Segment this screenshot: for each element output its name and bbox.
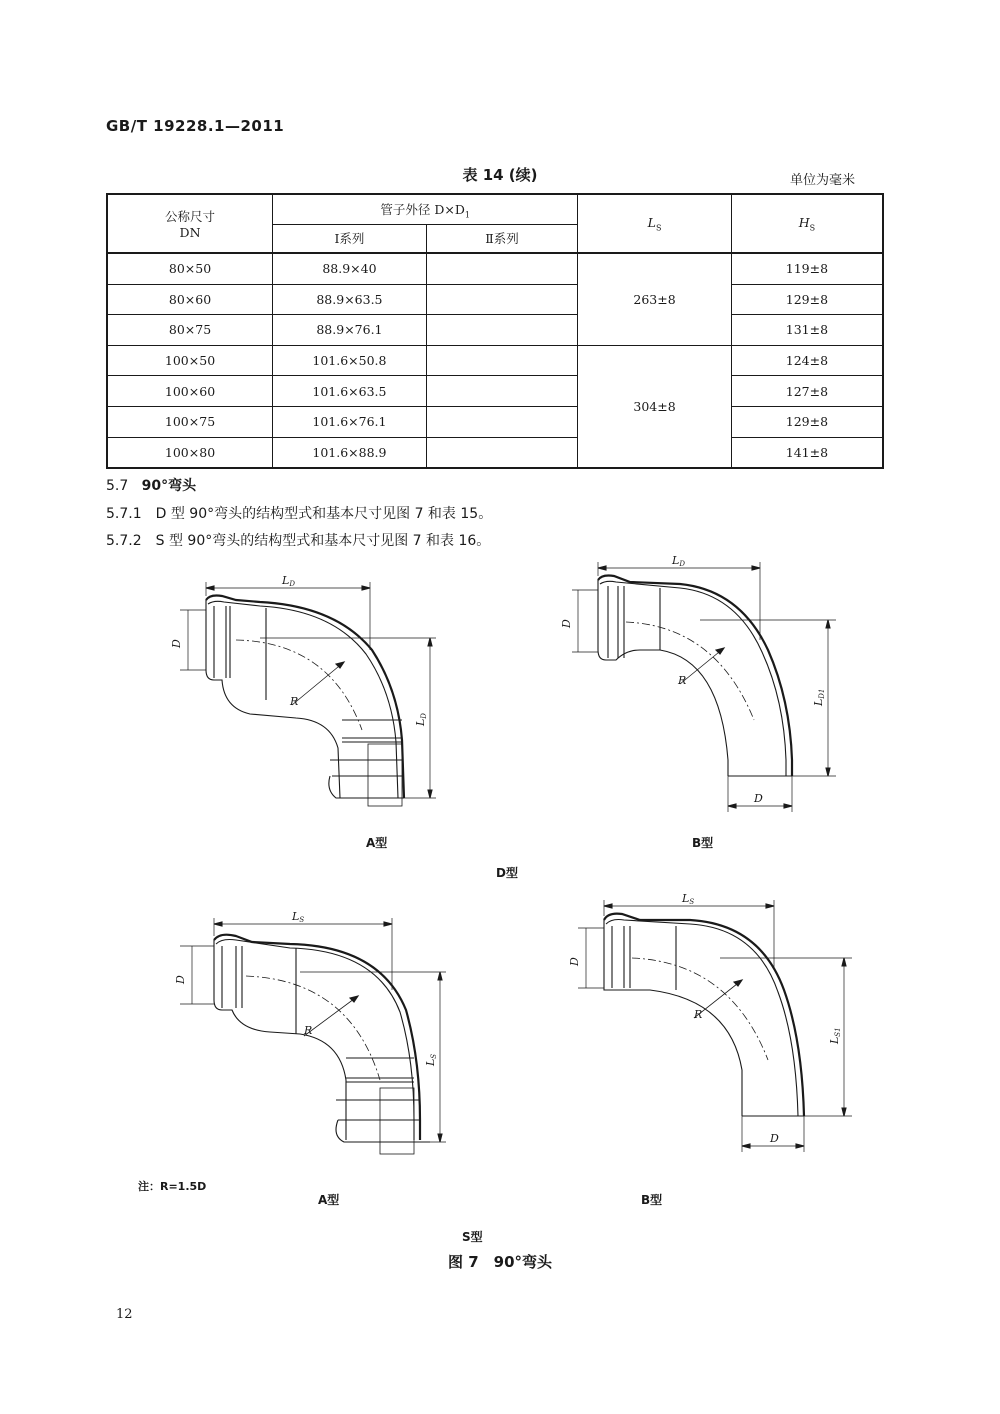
label-d-type-b: B型 bbox=[692, 836, 714, 850]
cell-dn: 100×75 bbox=[107, 406, 273, 437]
dim-ld-da: LD bbox=[282, 574, 295, 588]
cell-series1: 88.9×63.5 bbox=[273, 284, 427, 315]
s-type-b-drawing bbox=[578, 900, 852, 1152]
cell-hs: 131±8 bbox=[731, 315, 883, 346]
dimension-labels bbox=[170, 554, 842, 1145]
label-s-type-b: B型 bbox=[641, 1193, 663, 1207]
cell-hs: 119±8 bbox=[731, 253, 883, 284]
dim-d-sa: D bbox=[174, 975, 187, 984]
dim-d-sb-bottom: D bbox=[770, 1132, 779, 1145]
dim-ls1-sb: LS1 bbox=[828, 1027, 842, 1044]
label-d-group: D型 bbox=[496, 866, 518, 880]
dim-ls-sa-v: LS bbox=[424, 1053, 438, 1066]
figure-caption: 图 7 90°弯头 bbox=[447, 1253, 553, 1271]
table-title: 表 14 (续) bbox=[462, 166, 538, 184]
header-ls-sub: S bbox=[655, 223, 662, 233]
header-hs-sub: S bbox=[809, 223, 816, 233]
dim-r-sa: R bbox=[304, 1024, 313, 1037]
dim-r-da: R bbox=[290, 695, 299, 708]
cell-series1: 88.9×40 bbox=[273, 253, 427, 284]
cell-series1: 101.6×50.8 bbox=[273, 345, 427, 376]
cell-dn: 80×75 bbox=[107, 315, 273, 346]
cell-hs: 129±8 bbox=[731, 284, 883, 315]
cell-dn: 100×50 bbox=[107, 345, 273, 376]
dim-ls-sb: LS bbox=[682, 892, 695, 906]
section-title: 90°弯头 bbox=[141, 478, 197, 494]
header-outer-sub: 1 bbox=[464, 210, 470, 219]
header-series2: Ⅱ系列 bbox=[426, 224, 577, 253]
dim-r-db: R bbox=[678, 674, 687, 687]
cell-hs: 124±8 bbox=[731, 345, 883, 376]
s-type-a-drawing bbox=[180, 918, 446, 1154]
cell-dn: 100×60 bbox=[107, 376, 273, 407]
header-nominal-label: 公称尺寸 bbox=[165, 209, 216, 224]
cell-hs: 141±8 bbox=[731, 437, 883, 468]
cell-ls: 263±8 bbox=[578, 253, 732, 345]
d-type-b-drawing bbox=[572, 562, 836, 812]
cell-series1: 101.6×63.5 bbox=[273, 376, 427, 407]
dim-d-db-left: D bbox=[560, 619, 573, 628]
cell-series1: 101.6×76.1 bbox=[273, 406, 427, 437]
paragraph-5-7-1: 5.7.1 D 型 90°弯头的结构型式和基本尺寸见图 7 和表 15。 bbox=[106, 506, 493, 522]
header-outer-diameter-label: 管子外径 D×D bbox=[380, 201, 465, 217]
paragraph-5-7-2: 5.7.2 S 型 90°弯头的结构型式和基本尺寸见图 7 和表 16。 bbox=[106, 533, 491, 549]
cell-ls: 304±8 bbox=[578, 345, 732, 468]
dim-ld-db: LD bbox=[672, 554, 685, 568]
dim-r-sb: R bbox=[694, 1008, 703, 1021]
cell-series1: 101.6×88.9 bbox=[273, 437, 427, 468]
cell-hs: 129±8 bbox=[731, 406, 883, 437]
dim-ld1-db: LD1 bbox=[812, 688, 826, 706]
dim-d-db-bottom: D bbox=[754, 792, 763, 805]
cell-dn: 80×60 bbox=[107, 284, 273, 315]
cell-hs: 127±8 bbox=[731, 376, 883, 407]
label-s-type-a: A型 bbox=[318, 1193, 340, 1207]
header-ls-label: L bbox=[647, 214, 656, 230]
dim-d-da: D bbox=[170, 639, 183, 648]
dim-ls-sa: LS bbox=[292, 910, 305, 924]
cell-dn: 100×80 bbox=[107, 437, 273, 468]
cell-series1: 88.9×76.1 bbox=[273, 315, 427, 346]
table-unit: 单位为毫米 bbox=[790, 173, 856, 188]
dim-d-sb-left: D bbox=[568, 957, 581, 966]
page-number: 12 bbox=[116, 1307, 133, 1322]
cell-dn: 80×50 bbox=[107, 253, 273, 284]
dim-ld-da-v: LD bbox=[414, 713, 428, 726]
standard-code: GB/T 19228.1—2011 bbox=[106, 117, 285, 135]
header-hs-label: H bbox=[798, 214, 810, 230]
d-type-a-drawing bbox=[180, 582, 436, 806]
header-series1: Ⅰ系列 bbox=[273, 224, 427, 253]
header-dn-label: DN bbox=[179, 225, 201, 240]
figure-note: 注：R=1.5D bbox=[138, 1180, 207, 1193]
section-number: 5.7 bbox=[106, 478, 129, 494]
label-s-group: S型 bbox=[462, 1230, 483, 1244]
label-d-type-a: A型 bbox=[366, 836, 388, 850]
